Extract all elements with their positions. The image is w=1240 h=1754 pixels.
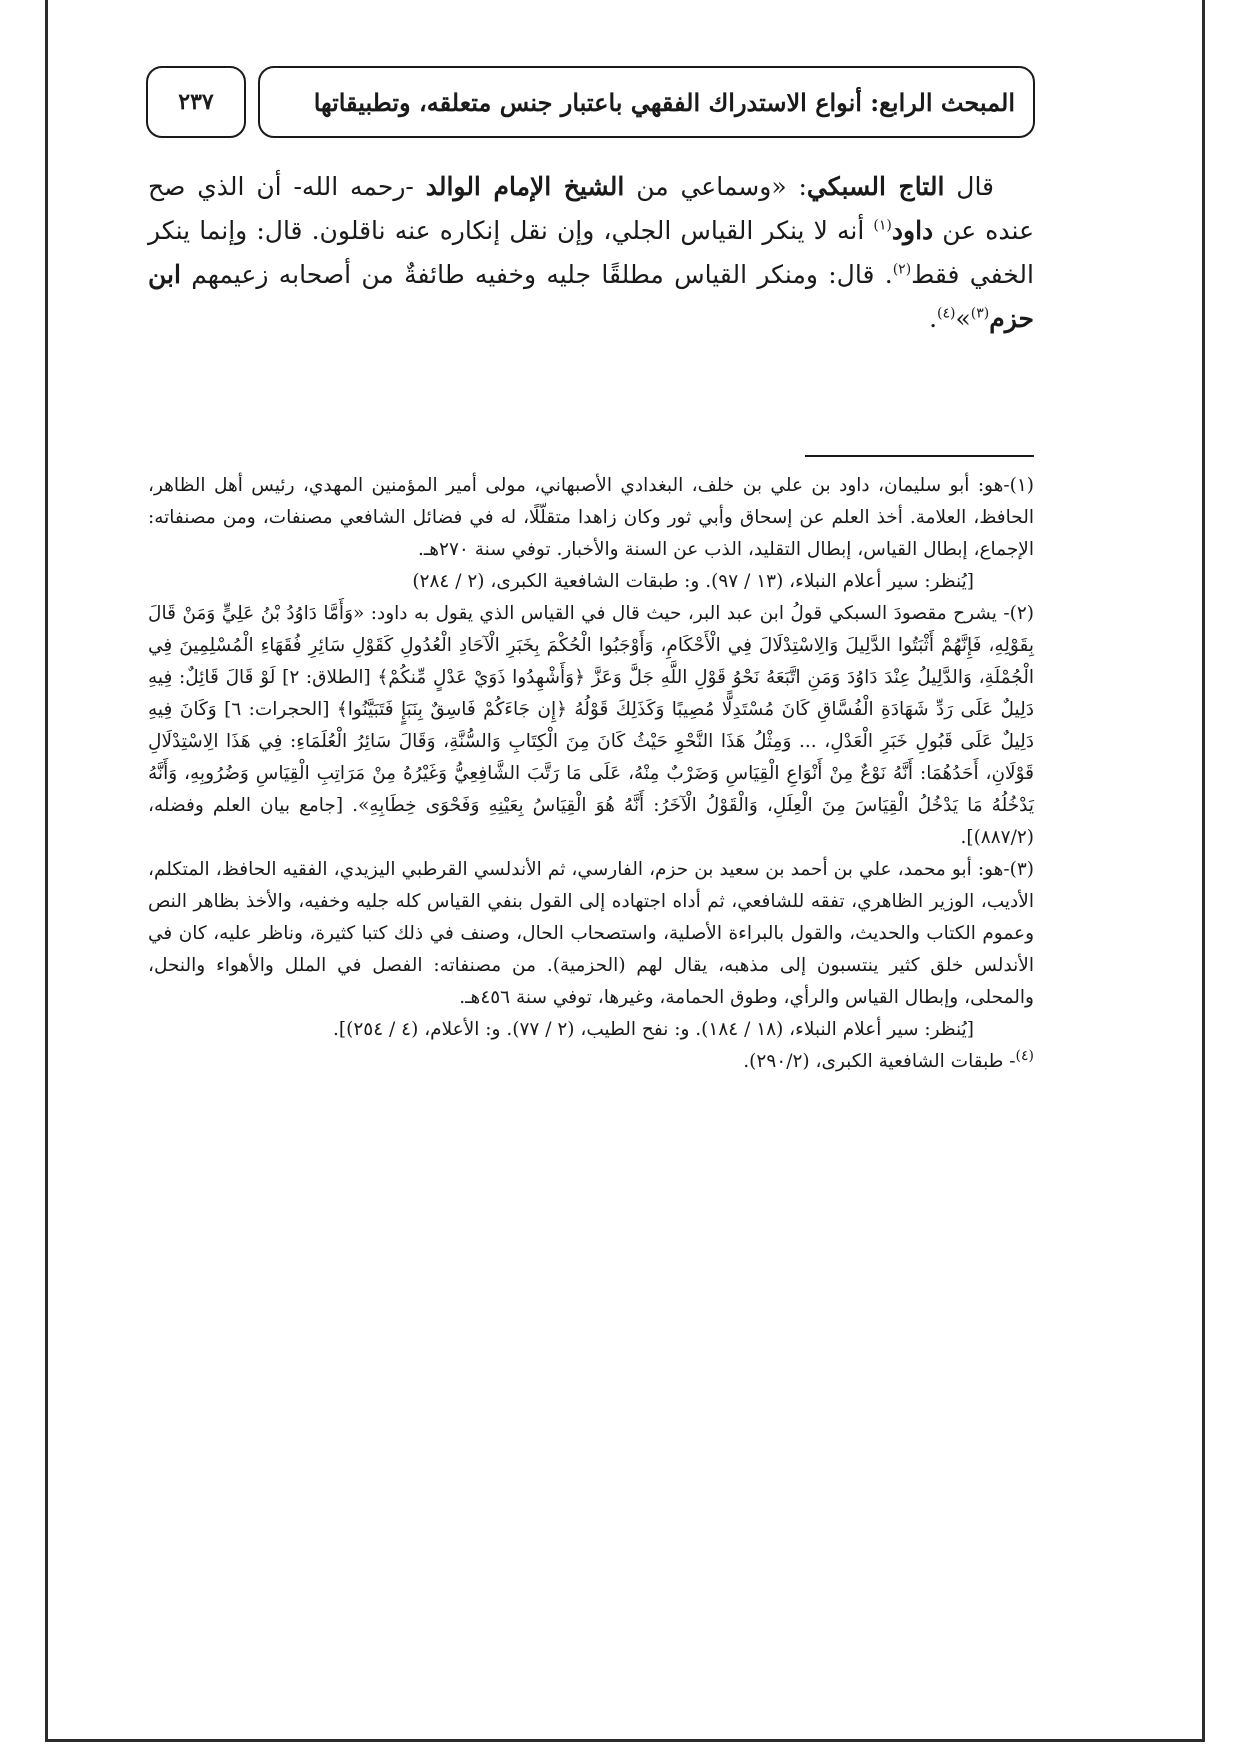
text-segment: قال [944,172,995,201]
dawud-name: داود [891,216,934,245]
footnote-ref-1[interactable]: (١) [873,217,892,234]
footnote-2: (٢)- يشرح مقصودَ السبكي قولُ ابن عبد البر، حيث قال في القياس الذي يقول به داود: «وَأَمَّا دَاوُدُ بْنُ عَلِيٍّ وَمَنْ قَالَ بِقَوْلِهِ، فَإِنَّهُمْ أَثْبَتُوا الدَّلِيلَ وَالِاسْتِدْلَالَ فِي الْأَحْكَامِ، وَأَوْجَبُوا الْحُكْمَ بِخَبَرِ الْآحَادِ الْعُدُولِ كَقَوْلِ سَائِرِ فُقَهَاءِ الْمُسْلِمِينَ فِي الْجُمْلَةِ، وَالدَّلِيلُ عِنْدَ دَاوُدَ وَمَنِ اتَّبَعَهُ نَحْوُ قَوْلِ اللَّهِ جَلَّ وَعَزَّ ﴿وَأَشْهِدُوا ذَوَيْ عَدْلٍ مِّنكُمْ﴾ [الطلاق: ٢] لَوْ قَالَ قَائِلٌ: فِيهِ دَلِيلٌ عَلَى رَدِّ شَهَادَةِ الْفُسَّاقِ كَانَ مُسْتَدِلًّا مُصِيبًا وَكَذَلِكَ قَوْلُهُ ﴿إِن جَاءَكُمْ فَاسِقٌ بِنَبَإٍ فَتَبَيَّنُوا﴾ [الحجرات: ٦] وَكَانَ فِيهِ دَلِيلٌ عَلَى قَبُولِ خَبَرِ الْعَدْلِ، ... وَمِثْلُ هَذَا النَّحْوِ حَيْثُ كَانَ مِنَ الْكِتَابِ وَالسُّنَّةِ، وَقَالَ سَائِرُ الْعُلَمَاءِ: فِي هَذَا الِاسْتِدْلَالِ قَوْلَانِ، أَحَدُهُمَا: أَنَّهُ نَوْعٌ مِنْ أَنْوَاعِ الْقِيَاسِ وَضَرْبٌ مِنْهُ، عَلَى مَا رَتَّبَ الشَّافِعِيُّ وَغَيْرُهُ مِنْ مَرَاتِبِ الْقِيَاسِ وَضُرُوبِهِ، وَأَنَّهُ يَدْخُلُهُ مَا يَدْخُلُ الْقِيَاسَ مِنَ الْعِلَلِ، وَالْقَوْلُ الْآخَرُ: أَنَّهُ هُوَ الْقِيَاسُ بِعَيْنِهِ وَفَحْوَى خِطَابِهِ». [جامع بيان العلم وفضله، (٨٨٧/٢)]. [148,603,1035,848]
text-segment: . قال: ومنكر القياس مطلقًا جليه وخفيه طائفةٌ من أصحابه زعيمهم [180,260,893,289]
page-number [146,66,246,138]
text-segment: » [955,304,971,333]
footnote-ref-3[interactable]: (٣) [970,305,990,322]
text-segment: . [929,304,938,333]
footnote-3-reference: [يُنظر: سير أعلام النبلاء، (١٨ / ١٨٤). و: نفح الطيب، (٢ / ٧٧). و: الأعلام، (٤ / ٢٥٤)]. [333,1019,974,1040]
ibn-hazm-name: ابن حزم [148,260,1034,333]
section-title-text: المبحث الرابع: أنواع الاستدراك الفقهي باعتبار جنس متعلقه، وتطبيقاتها [313,87,1015,117]
footnote-4-marker: (٤) [1015,1047,1034,1064]
footnote-ref-4[interactable]: (٤) [937,305,956,322]
main-paragraph [148,165,1034,341]
footnote-3: (٣)-هو: أبو محمد، علي بن أحمد بن سعيد بن حزم، الفارسي، ثم الأندلسي القرطبي اليزيدي، الفقيه الحافظ، المتكلم، الأديب، الوزير الظاهري، تفقه للشافعي، ثم أداه اجتهاده إلى القول بنفي القياس كله جليه وخفيه، والأخذ بظاهر النص وعموم الكتاب والحديث، والقول بالبراءة الأصلية، واستصحاب الحال، وصنف في ذلك كتبا كثيرة، وناظر عليه، كان في الأندلس خلق كثير ينتسبون إلى مذهبه، يقال لهم (الحزمية). من مصنفاته: الفصل في الملل والأهواء والنحل، والمحلى، وإبطال القياس والرأي، وطوق الحمامة، وغيرها، توفي سنة ٤٥٦هـ. [148,859,1034,1008]
footnote-1: (١)-هو: أبو سليمان، داود بن علي بن خلف، البغدادي الأصبهاني، مولى أمير المؤمنين المهدي، رئيس أهل الظاهر، الحافظ، العلامة. أخذ العلم عن إسحاق وأبي ثور وكان زاهدا متقلّلًا، له في فضائل الشافعي مصنفات، ومن مصنفاته: الإجماع، إبطال القياس، إبطال التقليد، الذب عن السنة والأخبار. توفي سنة ٢٧٠هـ. [148,475,1034,560]
text-segment: أنه لا ينكر القياس الجلي، وإن نقل إنكاره عنه ناقلون. قال: وإنما ينكر الخفي فقط [148,216,1034,289]
sheikh-name: الشيخ الإمام الوالد [425,172,625,201]
footnote-4-text: - طبقات الشافعية الكبرى، (٢٩٠/٢). [743,1051,1016,1072]
footnote-ref-2[interactable]: (٢) [892,261,912,278]
footnote-1-reference: [يُنظر: سير أعلام النبلاء، (١٣ / ٩٧). و: طبقات الشافعية الكبرى، (٢ / ٢٨٤) [412,571,974,592]
text-segment: -رحمه الله- أن الذي صح عنده عن [148,172,1034,245]
footnote-separator [805,455,1034,457]
page-number-text: ٢٣٧ [178,89,214,115]
footnotes [148,470,1034,1078]
author-name: التاج السبكي [806,172,945,201]
section-title [258,66,1035,138]
footnote-4 [148,1046,1034,1078]
text-segment: : «وسماعي من [624,172,807,201]
